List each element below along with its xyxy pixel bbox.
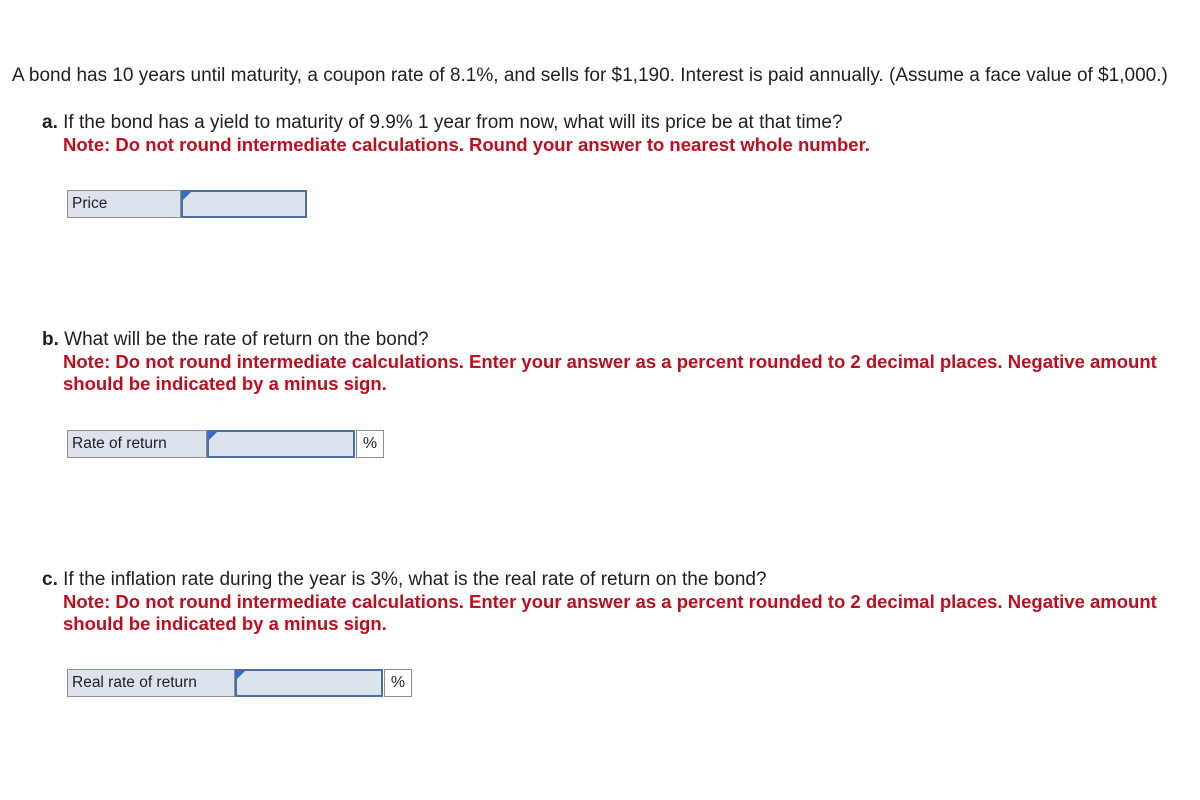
real-rate-of-return-label: Real rate of return [67, 669, 235, 697]
real-rate-of-return-input[interactable] [237, 671, 381, 695]
input-corner-flag-icon [237, 671, 245, 679]
price-input-box[interactable] [181, 190, 307, 218]
part-b-question [42, 329, 1183, 351]
part-c-note: Note: Do not round intermediate calculations. Enter your answer as a percent rounded to 2 decimal places. Negative amount should be indicated by a minus sign. [63, 591, 1157, 634]
part-c [42, 569, 1183, 635]
part-b-letter: b. [42, 329, 59, 350]
problem-statement: A bond has 10 years until maturity, a coupon rate of 8.1%, and sells for $1,190. Interest is paid annually. (Assume a face value of $1,000.) [12, 65, 1168, 86]
input-corner-flag-icon [209, 432, 217, 440]
percent-unit: % [384, 669, 412, 697]
percent-unit: % [356, 430, 384, 458]
part-a-question [42, 112, 1183, 134]
part-a-letter: a. [42, 112, 58, 133]
part-b [42, 329, 1183, 395]
real-rate-of-return-input-box[interactable] [235, 669, 383, 697]
rate-of-return-answer-row [67, 430, 384, 458]
rate-of-return-input-box[interactable] [207, 430, 355, 458]
part-b-note: Note: Do not round intermediate calculations. Enter your answer as a percent rounded to 2 decimal places. Negative amount should be indicated by a minus sign. [63, 351, 1157, 394]
part-c-question-text: If the inflation rate during the year is 3%, what is the real rate of return on the bond? [63, 569, 767, 590]
part-a-note: Note: Do not round intermediate calculations. Round your answer to nearest whole number. [63, 134, 870, 155]
part-a-question-text: If the bond has a yield to maturity of 9.9% 1 year from now, what will its price be at that time? [63, 112, 843, 133]
price-input[interactable] [183, 192, 305, 216]
real-rate-of-return-answer-row [67, 669, 412, 697]
part-b-question-text: What will be the rate of return on the bond? [64, 329, 429, 350]
price-answer-row [67, 190, 307, 218]
rate-of-return-label: Rate of return [67, 430, 207, 458]
rate-of-return-input[interactable] [209, 432, 353, 456]
part-c-question [42, 569, 1183, 591]
price-label: Price [67, 190, 181, 218]
part-c-letter: c. [42, 569, 58, 590]
part-a [42, 112, 1183, 156]
input-corner-flag-icon [183, 192, 191, 200]
